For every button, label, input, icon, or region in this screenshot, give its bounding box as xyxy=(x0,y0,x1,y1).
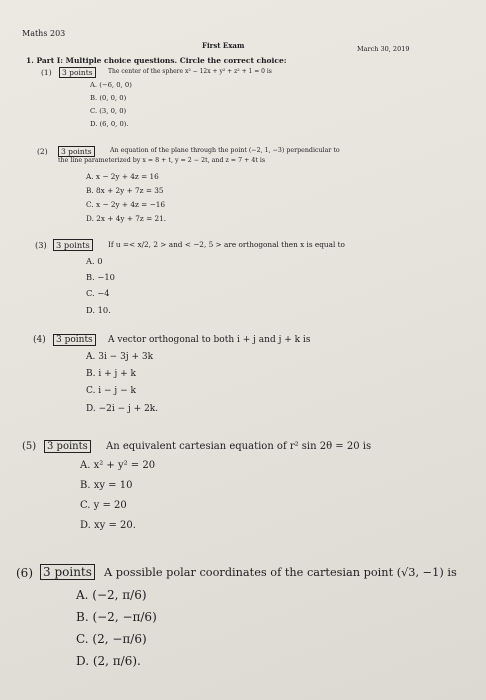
question-text: An equivalent cartesian equation of r² sin 2θ = 20 is xyxy=(106,441,372,452)
question-text: If u =< x/2, 2 > and < −2, 5 > are orthogonal then x is equal to xyxy=(108,240,345,249)
points-box: 3 points xyxy=(53,239,93,251)
question-text: An equation of the plane through the point (−2, 1, −3) perpendicular to xyxy=(110,147,340,154)
question-number: (6) xyxy=(16,566,33,580)
points-box: 3 points xyxy=(59,67,96,78)
option-c[interactable]: C. i − j − k xyxy=(86,386,136,396)
option-a[interactable]: A. 3i − 3j + 3k xyxy=(86,352,154,362)
option-c[interactable]: C. −4 xyxy=(86,288,110,298)
option-d[interactable]: D. −2i − j + 2k. xyxy=(86,404,159,414)
points-box: 3 points xyxy=(40,564,95,580)
question-6 xyxy=(0,563,486,683)
option-b[interactable]: B. (0, 0, 0) xyxy=(90,94,127,102)
points-box: 3 points xyxy=(53,334,96,346)
option-c[interactable]: C. x − 2y + 4z = −16 xyxy=(86,200,165,209)
points-box: 3 points xyxy=(58,146,95,157)
option-a[interactable]: A. x² + y² = 20 xyxy=(80,460,156,471)
option-d[interactable]: D. 2x + 4y + 7z = 21. xyxy=(86,214,167,223)
question-number: (4) xyxy=(33,335,46,345)
option-a[interactable]: A. (−2, π/6) xyxy=(76,588,147,602)
question-4 xyxy=(0,333,486,423)
question-number: (3) xyxy=(35,240,47,250)
option-d[interactable]: D. xy = 20. xyxy=(80,520,136,531)
option-c[interactable]: C. (3, 0, 0) xyxy=(90,107,127,115)
question-text: A possible polar coordinates of the cartesian point (√3, −1) is xyxy=(104,566,457,579)
option-b[interactable]: B. i + j + k xyxy=(86,369,136,379)
points-box: 3 points xyxy=(44,440,91,453)
option-b[interactable]: B. (−2, −π/6) xyxy=(76,610,157,624)
question-number: (1) xyxy=(41,68,52,77)
question-text: The center of the sphere x² − 12x + y² + z² + 1 = 0 is xyxy=(108,68,272,75)
question-number: (2) xyxy=(37,147,48,156)
option-c[interactable]: C. (2, −π/6) xyxy=(76,632,147,646)
option-a[interactable]: A. x − 2y + 4z = 16 xyxy=(86,172,159,181)
question-number: (5) xyxy=(22,441,37,452)
option-b[interactable]: B. −10 xyxy=(86,272,115,282)
option-b[interactable]: B. 8x + 2y + 7z = 35 xyxy=(86,186,164,195)
option-d[interactable]: D. (2, π/6). xyxy=(76,654,141,668)
course-label: Maths 203 xyxy=(22,29,66,38)
exam-date: March 30, 2019 xyxy=(357,45,410,53)
question-text: A vector orthogonal to both i + j and j + k is xyxy=(108,335,311,345)
exam-title: First Exam xyxy=(202,41,245,50)
question-5 xyxy=(0,439,486,539)
question-3 xyxy=(0,238,486,322)
option-a[interactable]: A. 0 xyxy=(86,256,103,266)
option-b[interactable]: B. xy = 10 xyxy=(80,480,133,491)
option-c[interactable]: C. y = 20 xyxy=(80,500,127,511)
part-title: 1. Part I: Multiple choice questions. Circle the correct choice: xyxy=(26,56,287,65)
option-d[interactable]: D. 10. xyxy=(86,305,111,315)
option-a[interactable]: A. (−6, 0, 0) xyxy=(90,81,132,89)
question-text-cont: the line parameterized by x = 8 + t, y = 2 − 2t, and z = 7 + 4t is xyxy=(58,157,266,164)
option-d[interactable]: D. (6, 0, 0). xyxy=(90,120,129,128)
question-2 xyxy=(0,145,486,225)
question-1 xyxy=(0,66,486,136)
